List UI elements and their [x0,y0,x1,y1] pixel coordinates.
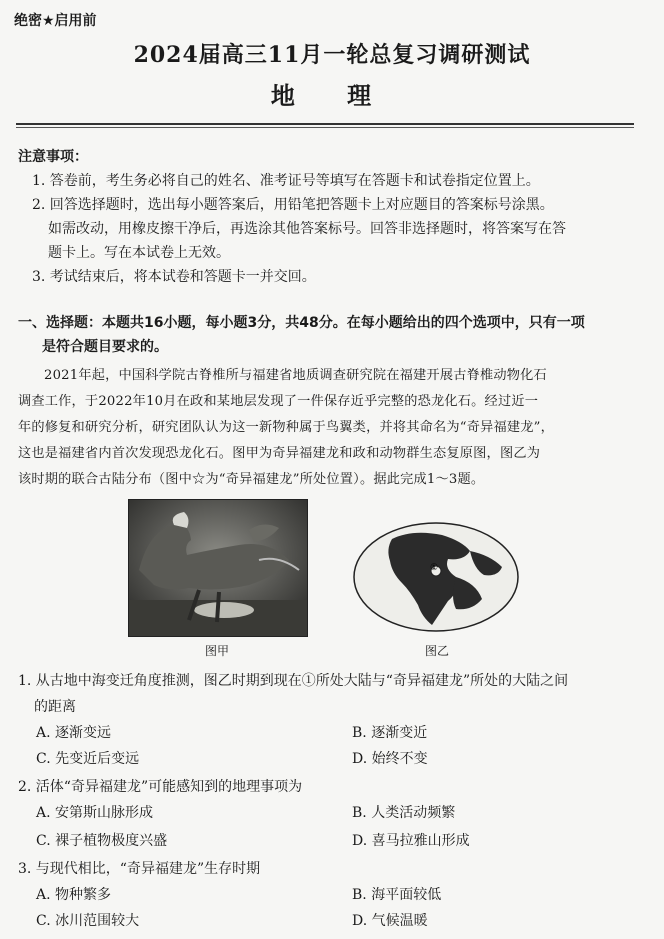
q1-option-d: D. 始终不变 [352,751,428,767]
question-1-stem-cont: 的距离 [34,699,76,715]
passage-line: 年的修复和研究分析，研究团队认为这一新物种属于鸟翼类，并将其命名为“奇异福建龙”， [18,420,554,435]
notice-heading: 注意事项： [18,149,88,165]
section-heading-cont: 是符合题目要求的。 [42,339,168,355]
notice-line: 1. 答卷前，考生务必将自己的姓名、准考证号等填写在答题卡和试卷指定位置上。 [32,173,540,189]
figure-b-pangaea-map [352,521,520,633]
notice-line: 2. 回答选择题时，选出每小题答案后，用铅笔把答题卡上对应题目的答案标号涂黑。 [32,197,554,213]
header-divider [16,123,634,125]
question-3-stem: 3. 与现代相比，“奇异福建龙”生存时期 [18,861,261,877]
exam-title: 2024届高三11月一轮总复习调研测试 [133,42,531,68]
question-2-stem: 2. 活体“奇异福建龙”可能感知到的地理事项为 [18,779,303,795]
q2-option-d: D. 喜马拉雅山形成 [352,833,470,849]
passage-line: 该时期的联合古陆分布（图中☆为“奇异福建龙”所处位置）。据此完成1～3题。 [18,472,485,487]
q3-option-b: B. 海平面较低 [352,887,442,903]
figure-a-caption: 图甲 [205,644,230,658]
passage-line: 调查工作，于2022年10月在政和某地层发现了一件保存近乎完整的恐龙化石。经过近一 [18,394,539,409]
q1-option-c: C. 先变近后变远 [36,751,140,767]
q3-option-a: A. 物种繁多 [36,887,112,903]
section-heading: 一、选择题：本题共16小题，每小题3分，共48分。在每小题给出的四个选项中，只有一项 [18,315,585,331]
notice-line: 题卡上。写在本试卷上无效。 [48,245,230,261]
passage-line: 2021年起，中国科学院古脊椎所与福建省地质调查研究院在福建开展古脊椎动物化石 [44,368,547,383]
location-marker-1: ① [430,563,439,573]
q2-option-b: B. 人类活动频繁 [352,805,456,821]
q1-option-a: A. 逐渐变远 [36,725,112,741]
notice-line: 3. 考试结束后，将本试卷和答题卡一并交回。 [32,269,316,285]
q3-option-d: D. 气候温暖 [352,913,428,929]
passage-line: 这也是福建省内首次发现恐龙化石。图甲为奇异福建龙和政和动物群生态复原图，图乙为 [18,446,541,461]
notice-line: 如需改动，用橡皮擦干净后，再选涂其他答案标号。回答非选择题时，将答案写在答 [48,221,566,237]
q3-option-c: C. 冰川范围较大 [36,913,140,929]
confidential-mark: 绝密★启用前 [14,13,97,29]
figure-a-dinosaur-image [128,499,308,637]
q2-option-a: A. 安第斯山脉形成 [36,805,154,821]
q2-option-c: C. 裸子植物极度兴盛 [36,833,168,849]
header-divider-thin [16,127,634,128]
question-1-stem: 1. 从古地中海变迁角度推测，图乙时期到现在①所处大陆与“奇异福建龙”所处的大陆之间 [18,673,569,689]
figure-b-caption: 图乙 [425,644,450,658]
subject-title: 地 理 [270,81,394,110]
q1-option-b: B. 逐渐变近 [352,725,428,741]
